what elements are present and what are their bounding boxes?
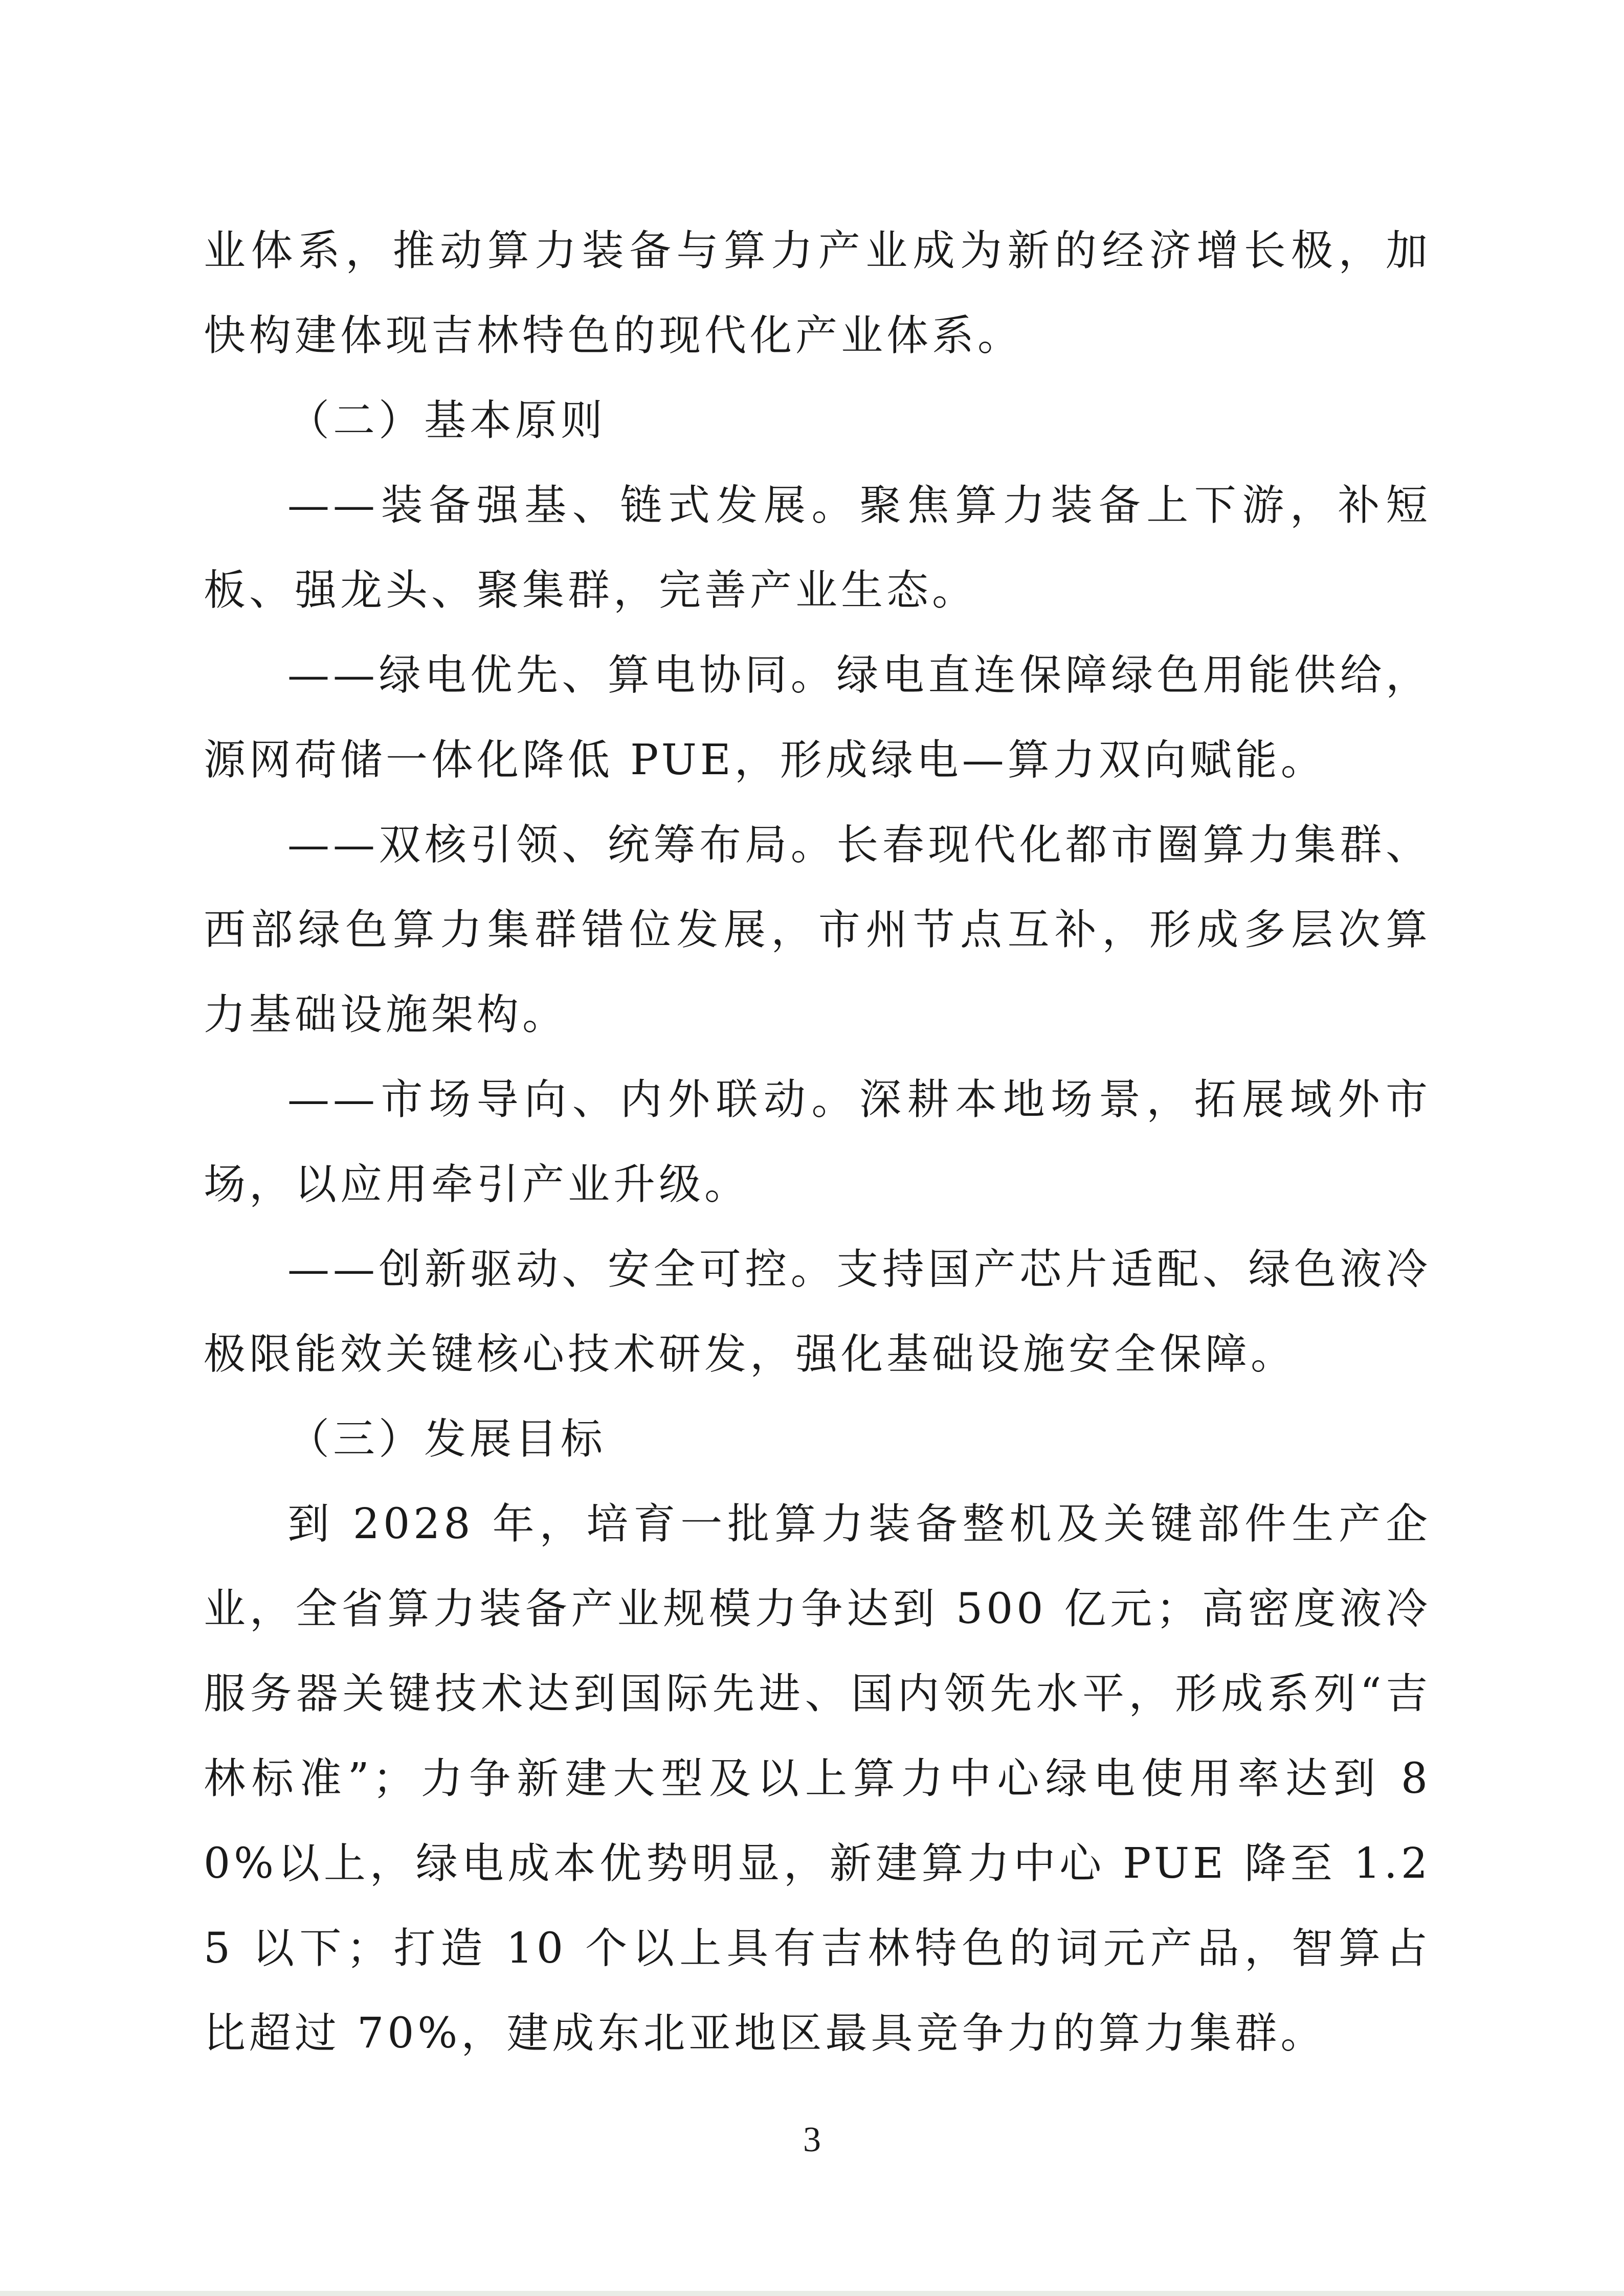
paragraph: ——双核引领、统筹布局。长春现代化都市圈算力集群、西部绿色算力集群错位发展，市州节点互补，形成多层次算力基础设施架构。	[204, 821, 1431, 1039]
section-heading: （三）发展目标	[287, 1415, 607, 1464]
paragraph: ——绿电优先、算电协同。绿电直连保障绿色用能供给，源网荷储一体化降低 PUE，形成绿电—算力双向赋能。	[204, 651, 1431, 784]
page-bottom-edge	[0, 2291, 1624, 2296]
paragraph: ——市场导向、内外联动。深耕本地场景，拓展域外市场，以应用牵引产业升级。	[204, 1075, 1431, 1209]
paragraph: ——创新驱动、安全可控。支持国产芯片适配、绿色液冷极限能效关键核心技术研发，强化基础设施安全保障。	[204, 1245, 1431, 1379]
paragraph: 到 2028 年，培育一批算力装备整机及关键部件生产企业，全省算力装备产业规模力争达到 500 亿元；高密度液冷服务器关键技术达到国际先进、国内领先水平，形成系列“吉林标准”；力争新建大型及以上算力中心绿电使用率达到 80%以上，绿电成本优势明显，新建算力中心 PUE 降至 1.25 以下；打造 10 个以上具有吉林特色的词元产品，智算占比超过 70%，建成东北亚地区最具竞争力的算力集群。	[204, 1500, 1431, 2058]
paragraph: 业体系，推动算力装备与算力产业成为新的经济增长极，加快构建体现吉林特色的现代化产业体系。	[204, 227, 1431, 360]
document-body	[204, 209, 1431, 2076]
section-heading: （二）基本原则	[287, 396, 607, 445]
page-number: 3	[803, 2120, 821, 2159]
paragraph: ——装备强基、链式发展。聚焦算力装备上下游，补短板、强龙头、聚集群，完善产业生态。	[204, 481, 1431, 615]
